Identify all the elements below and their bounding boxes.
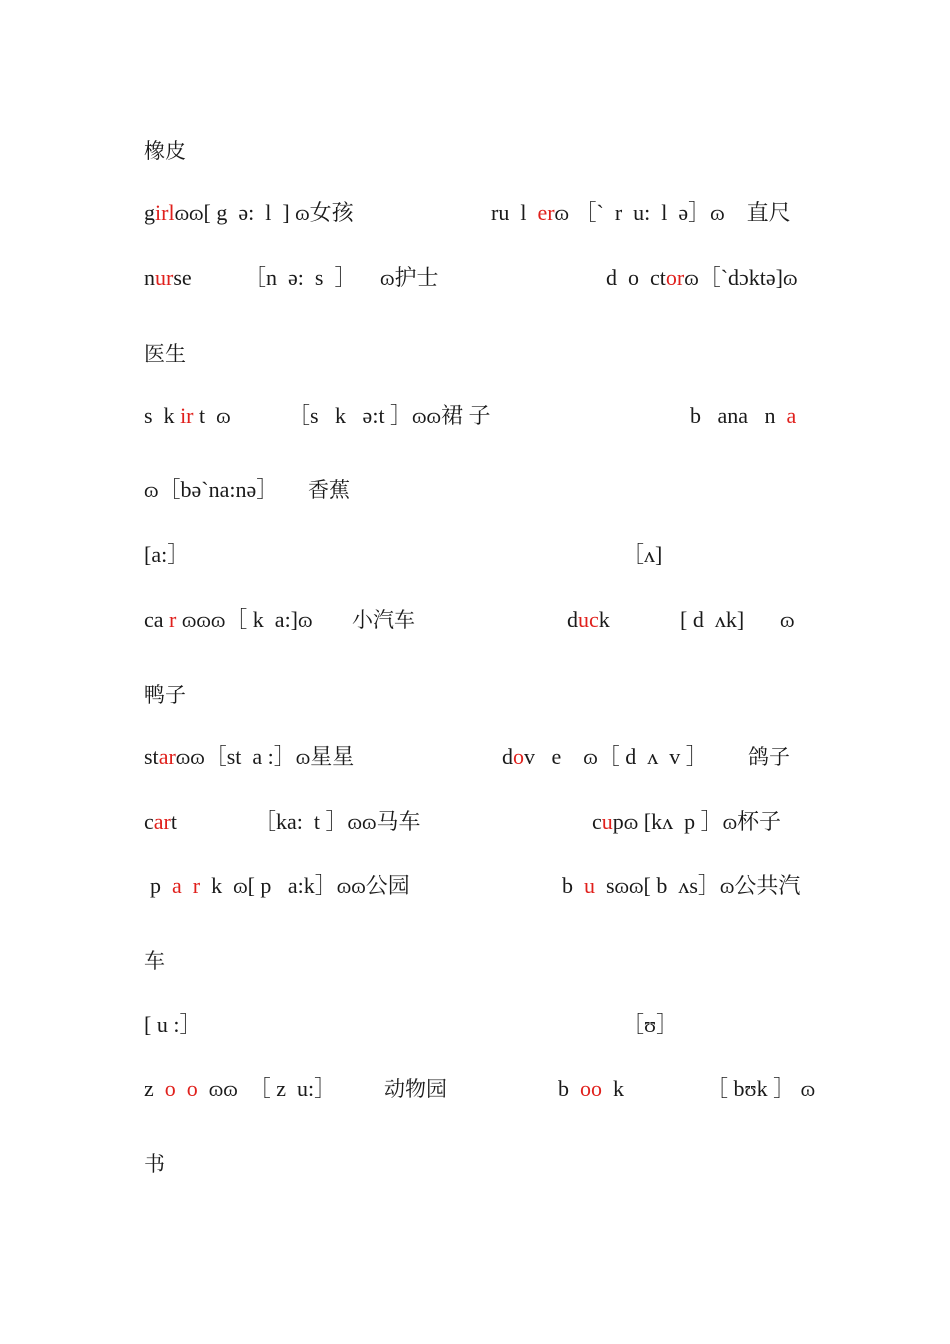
word-cart xyxy=(144,808,177,836)
skirt-phonetic: ［s k ə:t ］ɷɷ裙 子 xyxy=(288,403,491,428)
girl-part-a: g xyxy=(144,200,155,225)
word-skirt xyxy=(144,402,231,430)
heading-eraser: 橡皮 xyxy=(144,139,186,163)
word-cup xyxy=(592,808,781,836)
word-star xyxy=(144,743,354,771)
heading-bus-continued: 车 xyxy=(144,949,165,973)
girl-highlight: irl xyxy=(155,200,175,225)
park-part-a: p xyxy=(150,873,172,898)
doctor-part-c: ɷ［`dɔktə]ɷ xyxy=(684,265,798,290)
dove-meaning: 鸽子 xyxy=(748,745,790,769)
doctor-highlight: or xyxy=(665,265,685,290)
duck-phonetic: [ d ʌk] xyxy=(680,607,745,632)
word-car xyxy=(144,606,313,634)
zoo-part-c: ɷɷ ［ z u:］ xyxy=(197,1076,337,1101)
book-phonetic: ［ bʊk ］ ɷ xyxy=(706,1076,816,1101)
word-ruler xyxy=(491,199,791,227)
book-part-c: k xyxy=(602,1076,624,1101)
banana-highlight: a xyxy=(786,403,797,428)
car-part-a: ca xyxy=(144,607,170,632)
banana-meaning: 香蕉 xyxy=(308,478,350,502)
nurse-part-c: se xyxy=(173,265,192,290)
star-part-c: ɷɷ［st a :］ɷ星星 xyxy=(175,744,355,769)
duck-trailing-mark: ɷ xyxy=(780,607,795,632)
vowel-header-a-long: [a:］ xyxy=(144,542,190,567)
zoo-highlight: o o xyxy=(164,1076,198,1101)
heading-book: 书 xyxy=(144,1152,165,1176)
skirt-part-c: t ɷ xyxy=(193,403,231,428)
cart-part-c: t xyxy=(170,809,177,834)
book-part-a: b xyxy=(558,1076,580,1101)
word-zoo xyxy=(144,1075,336,1103)
star-part-a: st xyxy=(144,744,159,769)
skirt-highlight: ir xyxy=(180,403,194,428)
car-meaning: 小汽车 xyxy=(352,608,415,632)
cart-part-a: c xyxy=(144,809,154,834)
dove-part-a: d xyxy=(502,744,513,769)
heading-duck: 鸭子 xyxy=(144,683,186,707)
cup-highlight: u xyxy=(601,809,613,834)
cup-part-c: pɷ [kʌ p ］ɷ杯子 xyxy=(612,809,782,834)
park-highlight: a r xyxy=(172,873,201,898)
word-banana xyxy=(690,402,796,430)
bus-part-a: b xyxy=(562,873,584,898)
ruler-part-c: ɷ ［` r u: l ə］ɷ 直尺 xyxy=(554,200,791,225)
park-part-c: k ɷ[ p a:k］ɷɷ公园 xyxy=(200,873,410,898)
vowel-header-horseshoe: ［ʊ］ xyxy=(622,1012,679,1037)
zoo-part-a: z xyxy=(144,1076,165,1101)
skirt-part-a: s k xyxy=(144,403,181,428)
ruler-highlight: er xyxy=(537,200,555,225)
nurse-phonetic: ［n ə: s ］ xyxy=(244,265,357,290)
doctor-part-a: d o ct xyxy=(606,265,666,290)
word-bus xyxy=(562,872,800,900)
vowel-header-u-long: [ u :］ xyxy=(144,1012,202,1037)
heading-doctor: 医生 xyxy=(144,342,186,366)
ruler-part-a: ru l xyxy=(491,200,538,225)
car-part-c: ɷɷɷ［ k a:]ɷ xyxy=(176,607,313,632)
word-book xyxy=(558,1075,624,1103)
cart-highlight: ar xyxy=(153,809,171,834)
nurse-highlight: ur xyxy=(155,265,174,290)
zoo-meaning: 动物园 xyxy=(384,1077,447,1101)
nurse-part-a: n xyxy=(144,265,155,290)
bus-part-c: sɷɷ[ b ʌs］ɷ公共汽 xyxy=(595,873,801,898)
banana-phonetic: ɷ［bə`na:nə］ xyxy=(144,477,279,502)
girl-part-c: ɷɷ[ g ə: l ] ɷ女孩 xyxy=(174,200,354,225)
vowel-header-wedge: ［ʌ] xyxy=(622,542,663,567)
word-dove xyxy=(502,743,708,771)
word-doctor xyxy=(606,264,797,292)
cart-phonetic: ［ka: t ］ɷɷ马车 xyxy=(254,809,421,834)
word-nurse xyxy=(144,264,192,292)
star-highlight: ar xyxy=(158,744,176,769)
duck-part-c: k xyxy=(598,607,610,632)
bus-highlight: u xyxy=(584,873,595,898)
nurse-meaning: ɷ护士 xyxy=(380,265,439,290)
word-park xyxy=(150,872,410,900)
book-highlight: oo xyxy=(580,1076,602,1101)
word-girl xyxy=(144,199,354,227)
dove-part-c: v e ɷ［ d ʌ v ］ xyxy=(524,744,708,769)
cup-part-a: c xyxy=(592,809,602,834)
duck-highlight: uc xyxy=(578,607,599,632)
banana-part-a: b ana n xyxy=(690,403,787,428)
word-duck xyxy=(567,606,610,634)
dove-highlight: o xyxy=(513,744,524,769)
car-highlight: r xyxy=(169,607,177,632)
duck-part-a: d xyxy=(567,607,578,632)
